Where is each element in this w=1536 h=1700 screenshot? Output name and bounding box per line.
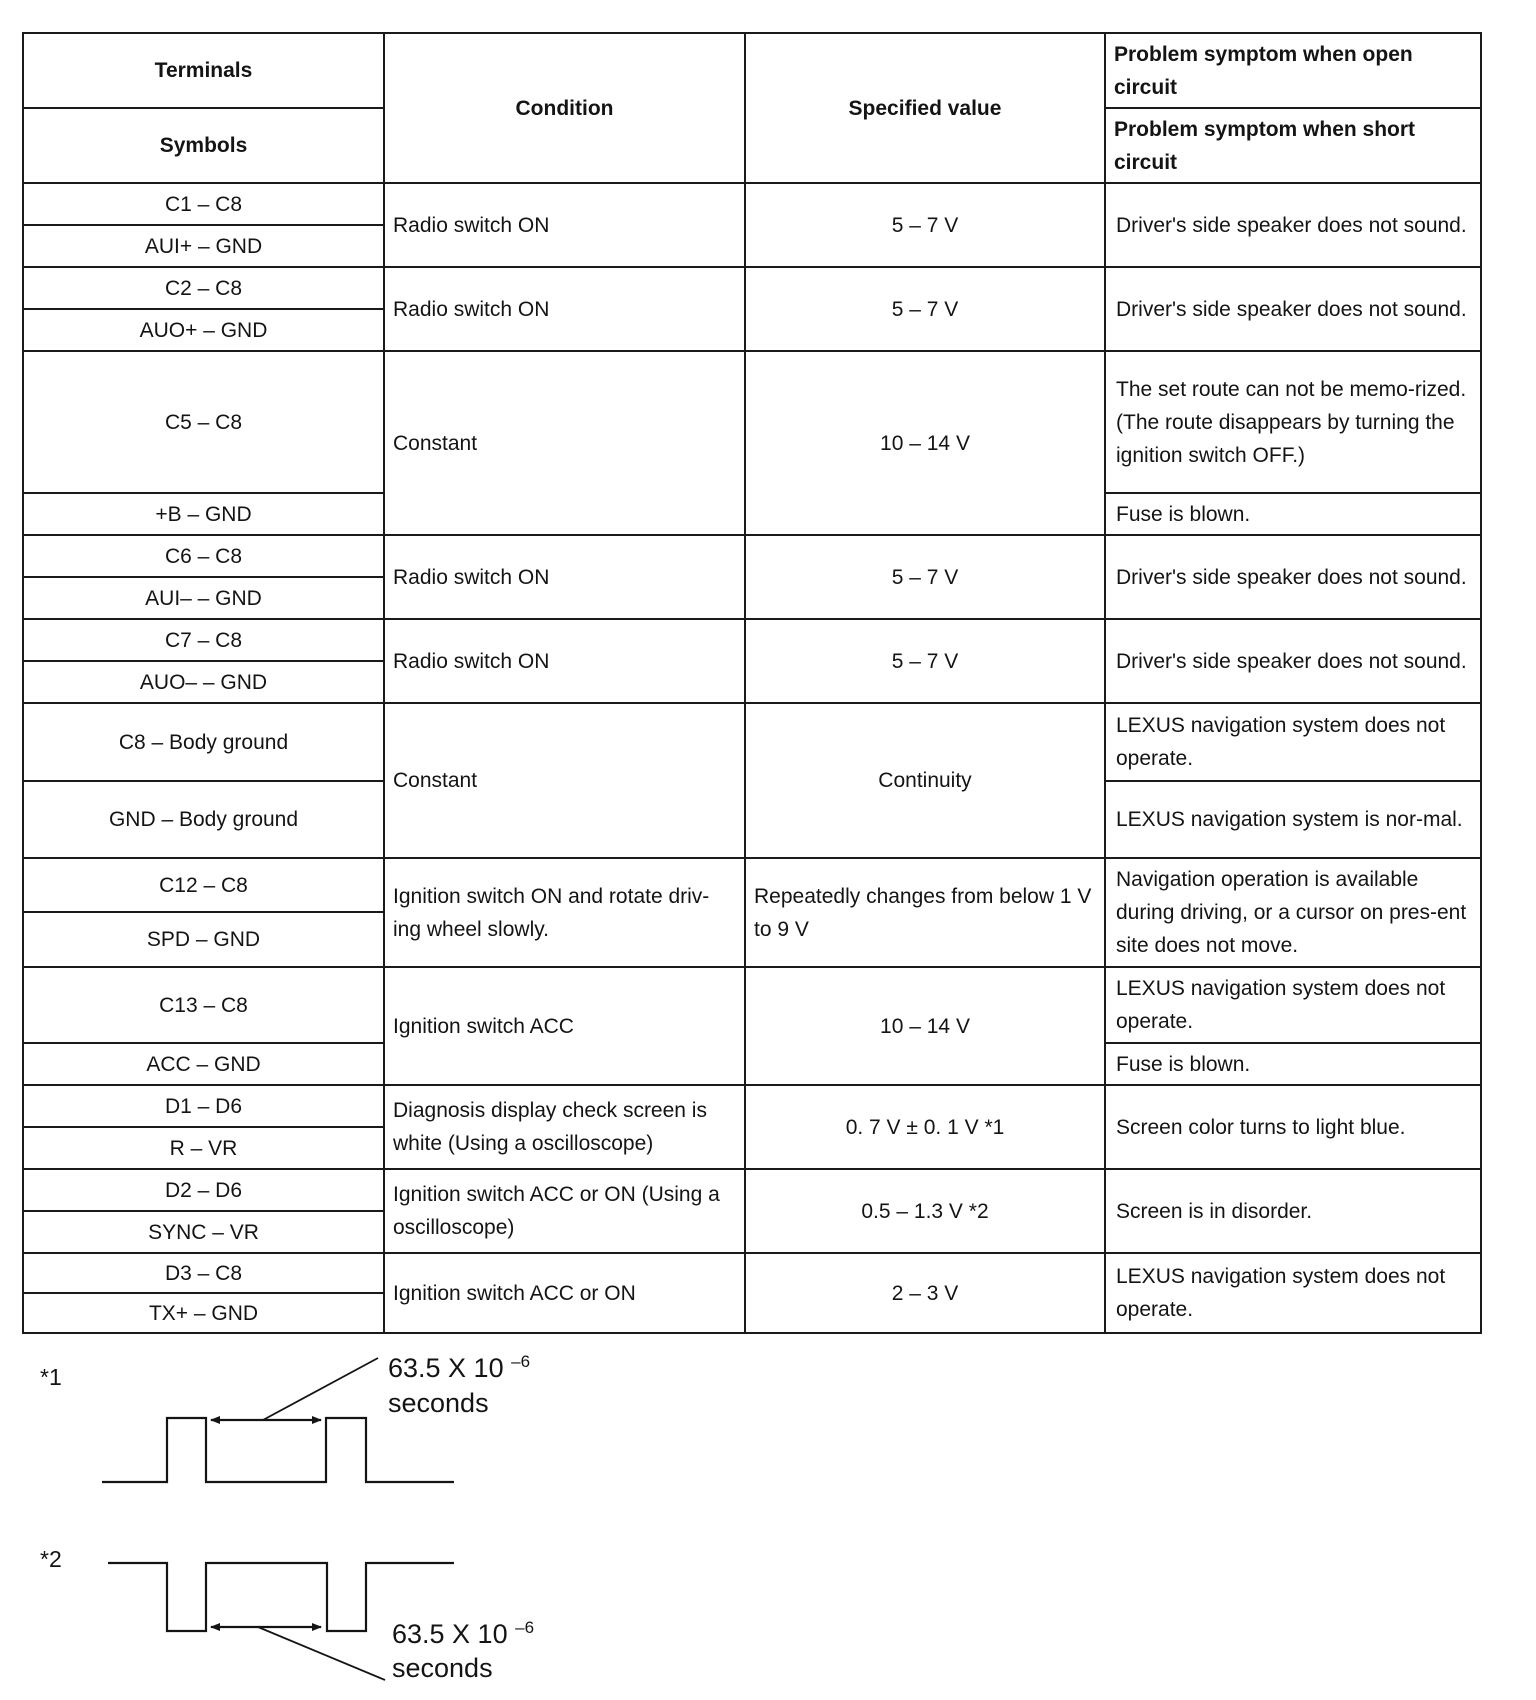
value-cell: 2 – 3 V <box>745 1253 1105 1333</box>
value-cell: 0. 7 V ± 0. 1 V *1 <box>745 1085 1105 1169</box>
header-symbols: Symbols <box>23 108 384 183</box>
value-cell: 10 – 14 V <box>745 351 1105 535</box>
symptom-open-cell: The set route can not be memo-rized. (The route disappears by turning the ignition switch OFF.) <box>1105 351 1481 493</box>
symptom-open-cell: Screen color turns to light blue. <box>1105 1085 1481 1169</box>
symbol-cell: ACC – GND <box>23 1043 384 1085</box>
condition-cell: Radio switch ON <box>384 535 745 619</box>
header-terminals: Terminals <box>23 33 384 108</box>
symptom-open-cell: Driver's side speaker does not sound. <box>1105 267 1481 351</box>
symbol-cell: AUO– – GND <box>23 661 384 703</box>
terminal-cell: C8 – Body ground <box>23 703 384 781</box>
symptom-short-cell: Fuse is blown. <box>1105 1043 1481 1085</box>
terminal-cell: C13 – C8 <box>23 967 384 1043</box>
condition-cell: Constant <box>384 703 745 858</box>
symbol-cell: AUI+ – GND <box>23 225 384 267</box>
footnote-1-unit: seconds <box>388 1388 489 1418</box>
header-condition: Condition <box>384 33 745 183</box>
symptom-open-cell: Screen is in disorder. <box>1105 1169 1481 1253</box>
value-cell: 0.5 – 1.3 V *2 <box>745 1169 1105 1253</box>
symptom-open-cell: Navigation operation is available during driving, or a cursor on pres-ent site does not move. <box>1105 858 1481 967</box>
footnote-1-marker: *1 <box>40 1364 62 1390</box>
terminal-cell: D3 – C8 <box>23 1253 384 1293</box>
terminal-cell: C5 – C8 <box>23 351 384 493</box>
header-short-circuit: Problem symptom when short circuit <box>1105 108 1481 183</box>
value-cell: Repeatedly changes from below 1 V to 9 V <box>745 858 1105 967</box>
symptom-open-cell: Driver's side speaker does not sound. <box>1105 619 1481 703</box>
symptom-open-cell: LEXUS navigation system does not operate. <box>1105 1253 1481 1333</box>
value-cell: 5 – 7 V <box>745 619 1105 703</box>
footnote-2-marker: *2 <box>40 1546 62 1572</box>
condition-cell: Ignition switch ON and rotate driv-ing wheel slowly. <box>384 858 745 967</box>
footnote-1-exponent: –6 <box>511 1352 531 1371</box>
condition-cell: Radio switch ON <box>384 619 745 703</box>
condition-cell: Radio switch ON <box>384 183 745 267</box>
symbol-cell: AUO+ – GND <box>23 309 384 351</box>
header-open-circuit: Problem symptom when open circuit <box>1105 33 1481 108</box>
symptom-open-cell: Driver's side speaker does not sound. <box>1105 183 1481 267</box>
symbol-cell: SYNC – VR <box>23 1211 384 1253</box>
symbol-cell: SPD – GND <box>23 912 384 967</box>
value-cell: Continuity <box>745 703 1105 858</box>
value-cell: 10 – 14 V <box>745 967 1105 1085</box>
condition-cell: Ignition switch ACC or ON (Using a oscilloscope) <box>384 1169 745 1253</box>
waveform-1 <box>102 1418 454 1482</box>
symbol-cell: TX+ – GND <box>23 1293 384 1333</box>
footnote-2-exponent: –6 <box>515 1618 535 1637</box>
terminal-cell: C6 – C8 <box>23 535 384 577</box>
condition-cell: Radio switch ON <box>384 267 745 351</box>
symptom-open-cell: LEXUS navigation system does not operate. <box>1105 703 1481 781</box>
waveform-2-leader-line <box>258 1627 385 1680</box>
symptom-short-cell: LEXUS navigation system is nor-mal. <box>1105 781 1481 858</box>
value-cell: 5 – 7 V <box>745 535 1105 619</box>
symbol-cell: R – VR <box>23 1127 384 1169</box>
symbol-cell: +B – GND <box>23 493 384 535</box>
waveform-1-leader-line <box>263 1358 378 1420</box>
header-specified-value: Specified value <box>745 33 1105 183</box>
value-cell: 5 – 7 V <box>745 267 1105 351</box>
symbol-cell: AUI– – GND <box>23 577 384 619</box>
symbol-cell: GND – Body ground <box>23 781 384 858</box>
value-cell: 5 – 7 V <box>745 183 1105 267</box>
terminal-cell: C2 – C8 <box>23 267 384 309</box>
condition-cell: Ignition switch ACC <box>384 967 745 1085</box>
terminal-cell: C7 – C8 <box>23 619 384 661</box>
footnote-2-period: 63.5 X 10 <box>392 1619 508 1649</box>
footnote-1-period: 63.5 X 10 <box>388 1353 504 1383</box>
condition-cell: Constant <box>384 351 745 535</box>
condition-cell: Ignition switch ACC or ON <box>384 1253 745 1333</box>
condition-cell: Diagnosis display check screen is white (Using a oscilloscope) <box>384 1085 745 1169</box>
footnote-2-unit: seconds <box>392 1653 493 1683</box>
symptom-open-cell: LEXUS navigation system does not operate. <box>1105 967 1481 1043</box>
waveform-2 <box>108 1563 454 1631</box>
terminal-cell: C12 – C8 <box>23 858 384 912</box>
terminal-cell: D2 – D6 <box>23 1169 384 1211</box>
symptom-short-cell: Fuse is blown. <box>1105 493 1481 535</box>
symptom-open-cell: Driver's side speaker does not sound. <box>1105 535 1481 619</box>
terminal-cell: C1 – C8 <box>23 183 384 225</box>
terminal-cell: D1 – D6 <box>23 1085 384 1127</box>
